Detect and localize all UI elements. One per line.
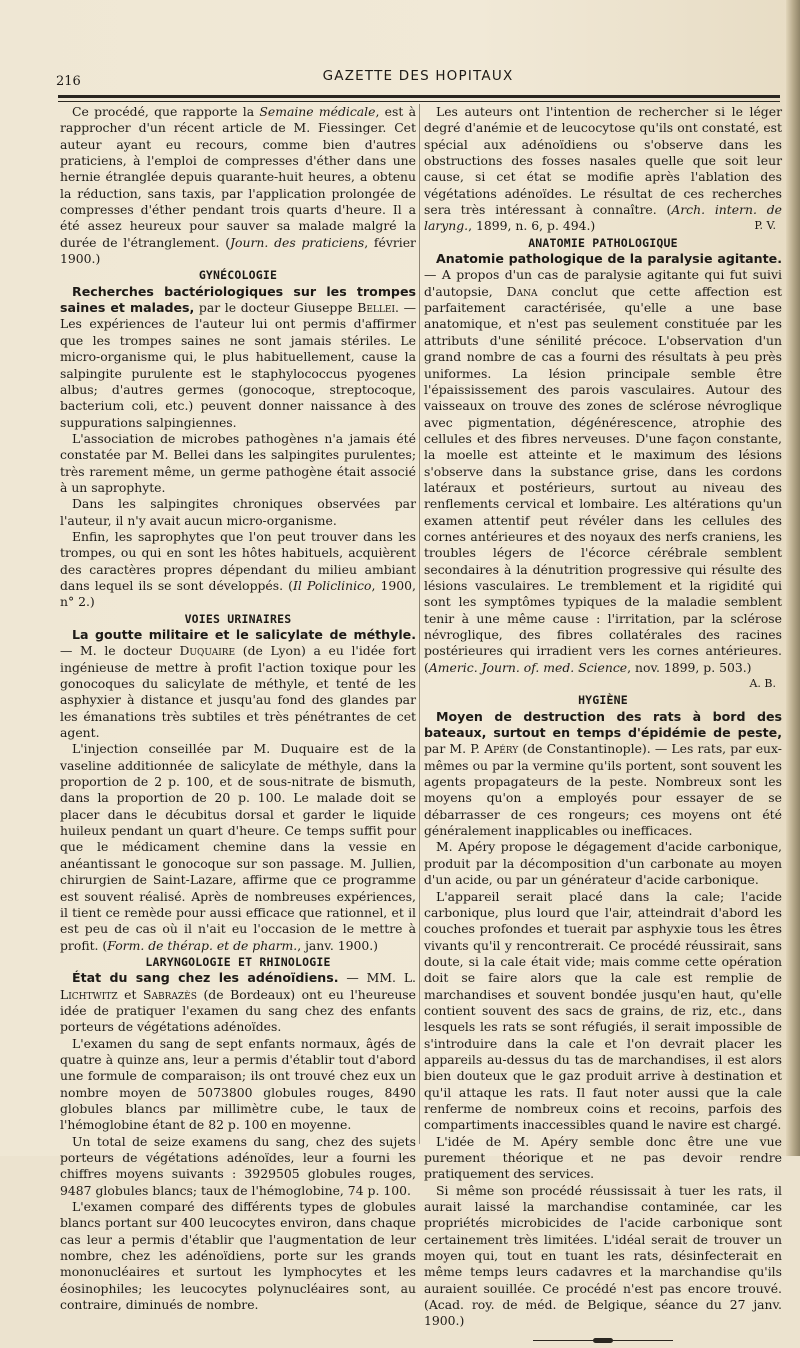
page-edge-shadow [786, 0, 800, 1156]
article-bacteriologie: Recherches bactériologiques sur les trompes saines et malades, par le docteur Giuseppe Bellei. — Les expériences de l'auteur lui ont permis d'affirmer que les trompes saines ne sont jamais stériles. Le micro-organisme qui, le plus habituellement, cause la salpingite purulente est le staphylococcus pyogenes albus; d'autres germes (gonocoque, streptocoque, bacterium coli, etc.) peuvent donner naissance à des suppurations salpingiennes. [60, 283, 416, 430]
paragraph: Si même son procédé réussissait à tuer les rats, il aurait laissé la marchandise contaminée, car les propriétés microbicides de l'acide carbonique sont certainement très limitées. L'idéal serait de trouver un moyen qui, tout en tuant les rats, désinfecterait en même temps leurs cadavres et la marchandise qu'ils auraient souillée. Ce procédé n'est pas encore trouvé. (Acad. roy. de méd. de Belgique, séance du 27 janv. 1900.) [424, 1182, 782, 1329]
paragraph: Enfin, les saprophytes que l'on peut trouver dans les trompes, ou qui en sont les hôtes habituels, acquièrent des caractères propres dépendant du milieu ambiant dans lequel ils se sont développés. (Il Policlinico, 1900, n° 2.) [60, 528, 416, 610]
article-goutte-militaire: La goutte militaire et le salicylate de méthyle. — M. le docteur Duquaire (de Lyon) a eu l'idée fort ingénieuse de mettre à profit l'action toxique pour les gonocoques du salicylate de méthyle, et tenté de les asphyxier à distance et jusqu'au fond des glandes par les émanations très subtiles et très pénétrantes de cet agent. [60, 627, 416, 741]
end-ornament [424, 1332, 782, 1348]
paragraph: L'association de microbes pathogènes n'a jamais été constatée par M. Bellei dans les salpingites purulentes; très rarement même, un germe pathogène était associé à un saprophyte. [60, 430, 416, 495]
paragraph: Les auteurs ont l'intention de rechercher si le léger degré d'anémie et de leucocytose qu'ils ont constaté, est spécial aux adénoïdiens ou s'observe dans les obstructions des fosses nasales quelle que soit leur cause, si cet état se modifie après l'ablation des végétations adénoïdes. Le résultat de ces recherches sera très intéressant à connaître. (Arch. intern. de laryng., 1899, n. 6, p. 494.) P. V. [424, 104, 783, 234]
section-heading-laryngologie: LARYNGOLOGIE ET RHINOLOGIE [145, 954, 331, 969]
paragraph: Dans les salpingites chroniques observées par l'auteur, il n'y avait aucun micro-organisme. [60, 496, 416, 528]
article-etat-du-sang: État du sang chez les adénoïdiens. — MM. L. Lichtwitz et Sabrazès (de Bordeaux) ont eu l'heureuse idée de pratiquer l'examen du sang chez des enfants porteurs de végétations adénoïdes. [60, 970, 416, 1035]
article-title: Anatomie pathologique de la paralysie agitante. [436, 251, 782, 267]
article-title: La goutte militaire et le salicylate de méthyle. [72, 627, 416, 642]
article-title: Moyen de destruction des rats à bord des bateaux, surtout en temps d'épidémie de peste, [424, 708, 782, 741]
section-heading-voies-urinaires: VOIES URINAIRES [184, 611, 292, 626]
article-paralysie-agitante: Anatomie pathologique de la paralysie agitante. — A propos d'un cas de paralysie agitante qui fut suivi d'autopsie, Dana conclut que cette affection est parfaitement caractérisée, qu'elle a une base anatomique, et n'est pas seulement constituée par les attributs d'une sénilité précoce. L'observation d'un grand nombre de cas a fourni des résultats à peu près uniformes. La lésion principale semble être l'épaississement des parois vasculaires. Autour des vaisseaux on trouve des zones de sclérose névroglique avec pigmentation, dégénérescence, atrophie des cellules et des fibres nerveuses. D'une façon constante, la moelle est atteinte et le maximum des lésions s'observe dans la substance grise, dans les cordons latéraux et postérieurs, surtout au niveau des renflements cervical et lombaire. Les altérations qu'un examen attentif peut révéler dans les cellules des cornes antérieures et des noyaux des nerfs craniens, les troubles légers de l'écorce cérébrale semblent secondaires à la dénutrition progressive qui résulte des lésions vasculaires. Le tremblement et la rigidité qui sont les symptômes typiques de la maladie semblent tenir à une même cause : l'irritation, par la sclérose névroglique, des fibres collatérales des racines postérieures qui irradient vers les cornes antérieures. (Americ. Journ. of. med. Science, nov. 1899, p. 503.) [424, 251, 783, 675]
article-destruction-des-rats: Moyen de destruction des rats à bord des bateaux, surtout en temps d'épidémie de peste, par M. P. Apéry (de Constantinople). — Les rats, par eux-mêmes ou par la vermine qu'ils portent, sont souvent les agents propagateurs de la peste. Nombreux sont les moyens qu'on a employés pour essayer de se débarrasser de ces rongeurs; ces moyens ont été généralement inapplicables ou inefficaces. [424, 708, 782, 839]
signature: P. V. [754, 219, 776, 233]
section-heading-gynecologie: GYNÉCOLOGIE [198, 268, 278, 283]
author-name: Lichtwitz [60, 986, 118, 1002]
journal-title: GAZETTE DES HOPITAUX [322, 68, 514, 84]
author-name: Bellei [357, 300, 396, 316]
header-rule-thin [58, 101, 780, 102]
paragraph: M. Apéry propose le dégagement d'acide carbonique, produit par la décomposition d'un carbonate au moyen d'un acide, ou par un générateur d'acide carbonique. [424, 839, 782, 888]
author-name: Duquaire [179, 643, 236, 659]
column-divider [419, 104, 420, 1144]
article-title: État du sang chez les adénoïdiens. [72, 970, 339, 986]
paragraph: L'idée de M. Apéry semble donc être une vue purement théorique et ne pas devoir rendre pratiquement des services. [424, 1133, 782, 1182]
header-rule-thick [58, 95, 780, 98]
section-heading-hygiene: HYGIÈNE [578, 693, 628, 708]
paragraph: L'injection conseillée par M. Duquaire est de la vaseline additionnée de salicylate de méthyle, dans la proportion de 2 p. 100, et de sous-nitrate de bismuth, dans la proportion de 20 p. 100. Le malade doit se placer dans le décubitus dorsal et garder le liquide huileux pendant un quart d'heure. Ce temps suffit pour que le médicament chemine dans la vessie en anéantissant le gonocoque sur son passage. M. Jullien, chirurgien de Saint-Lazare, affirme que ce programme est souvent réalisé. Après de nombreuses expériences, il tient ce remède pour aussi efficace que rationnel, et il est peu de cas où il n'ait eu l'occasion de le mettre à profit. (Form. de thérap. et de pharm., janv. 1900.) [60, 741, 416, 953]
article-title: Recherches bactériologiques sur les trompes saines et malades, [60, 283, 416, 316]
author-name: Apéry [484, 741, 519, 757]
intro-paragraph: Ce procédé, que rapporte la Semaine médicale, est à rapprocher d'un récent article de M. Fiessinger. Cet auteur ayant eu recours, comme bien d'autres praticiens, à l'emploi de compresses d'éther dans une hernie étranglée depuis quarante-huit heures, a obtenu la réduction, sans taxis, par l'application prolongée de compresses d'éther pendant trois quarts d'heure. Il a été assez heureux pour sauver sa malade malgré la durée de l'étranglement. (Journ. des praticiens, février 1900.) [60, 104, 416, 267]
page-number: 216 [56, 74, 81, 89]
author-name: Dana [506, 283, 538, 299]
paragraph: Un total de seize examens du sang, chez des sujets porteurs de végétations adénoïdes, leur a fourni les chiffres moyens suivants : 3929505 globules rouges, 9487 globules blancs; taux de l'hémoglobine, 74 p. 100. [60, 1133, 416, 1198]
paragraph: L'examen comparé des différents types de globules blancs portant sur 400 leucocytes environ, dans chaque cas leur a permis d'établir que l'augmentation de leur nombre, chez les adénoïdiens, porte sur les grands mononucléaires et surtout les lymphocytes et les éosinophiles; les leucocytes polynucléaires sont, au contraire, diminués de nombre. [60, 1199, 416, 1313]
section-heading-anatomie-pathologique: ANATOMIE PATHOLOGIQUE [528, 235, 678, 250]
paragraph: L'examen du sang de sept enfants normaux, âgés de quatre à quinze ans, leur a permis d'établir tout d'abord une formule de comparaison; ils ont trouvé chez eux un nombre moyen de 5073800 globules rouges, 8490 globules blancs par millimètre cube, le taux de l'hémoglobine étant de 82 p. 100 en moyenne. [60, 1035, 416, 1133]
page-header [56, 68, 780, 88]
author-name: Sabrazès [143, 986, 197, 1002]
paragraph: L'appareil serait placé dans la cale; l'acide carbonique, plus lourd que l'air, atteindrait d'abord les couches profondes et tuerait par asphyxie tous les êtres vivants qu'il y rencontrerait. Ce procédé réussirait, sans doute, si la cale était vide; mais comme cette opération doit se faire alors que la cale est remplie de marchandises et souvent bondée jusqu'en haut, qu'elle contient souvent des sacs de grains, de riz, etc., dans lesquels les rats se sont réfugiés, il serait impossible de s'introduire dans la cale et l'on devrait placer les appareils au-dessus du tas de marchandises, il est alors bien douteux que le gaz produit arrive à destination et qu'il attaque les rats. Il faut noter aussi que la cale renferme de nombreux coins et recoins, parfois des compartiments inaccessibles quand le navire est chargé. [424, 888, 782, 1133]
right-column [424, 104, 782, 1348]
left-column [60, 104, 416, 1313]
signature: A. B. [749, 677, 776, 691]
